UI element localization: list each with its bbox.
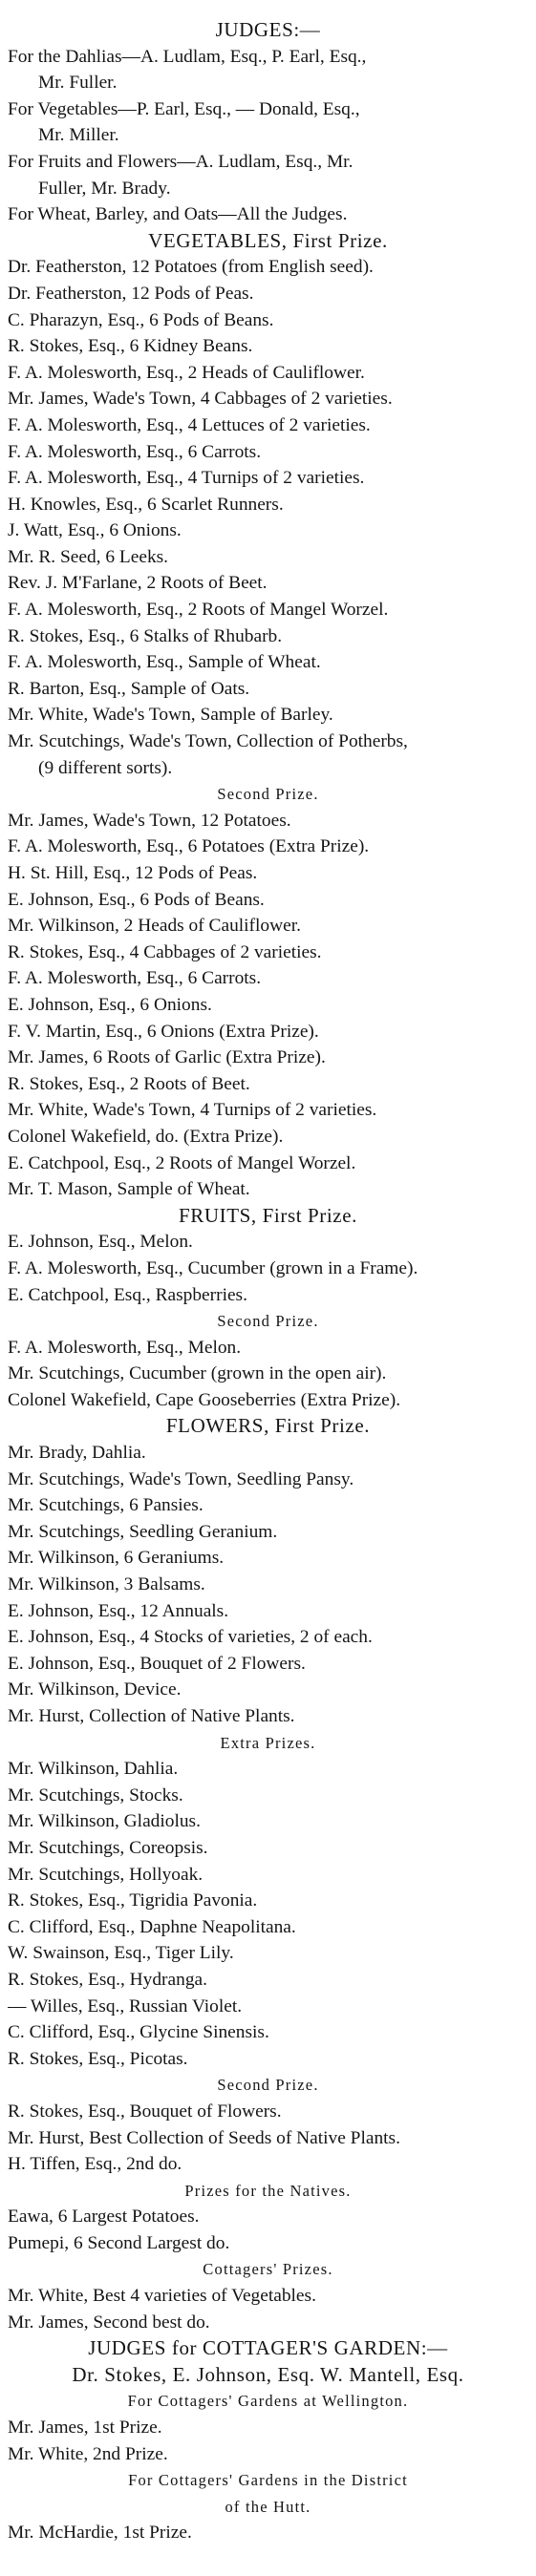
- prize-entry: W. Swainson, Esq., Tiger Lily.: [8, 1943, 234, 1964]
- prize-entry: Mr. Scutchings, Hollyoak.: [8, 1864, 204, 1885]
- subsection-heading: Second Prize.: [217, 785, 319, 804]
- prize-entry: Pumepi, 6 Second Largest do.: [8, 2232, 230, 2253]
- prize-entry: For the Dahlias—A. Ludlam, Esq., P. Earl, Esq.,: [8, 46, 367, 67]
- section-heading: VEGETABLES, First Prize.: [148, 228, 388, 252]
- prize-entry: R. Stokes, Esq., Hydranga.: [8, 1969, 207, 1990]
- prize-entry: R. Stokes, Esq., 4 Cabbages of 2 varieties.: [8, 941, 322, 962]
- prize-entry: F. A. Molesworth, Esq., 4 Lettuces of 2 varieties.: [8, 414, 371, 435]
- prize-entry: E. Catchpool, Esq., 2 Roots of Mangel Worzel.: [8, 1152, 356, 1173]
- prize-entry: F. A. Molesworth, Esq., 6 Carrots.: [8, 968, 262, 989]
- subsection-heading: For Cottagers' Gardens at Wellington.: [127, 2392, 409, 2411]
- prize-entry: R. Stokes, Esq., 6 Kidney Beans.: [8, 336, 253, 357]
- prize-entry: Colonel Wakefield, do. (Extra Prize).: [8, 1126, 284, 1147]
- prize-entry: Dr. Featherston, 12 Potatoes (from English seed).: [8, 257, 374, 278]
- prize-entry: Mr. Scutchings, 6 Pansies.: [8, 1495, 204, 1516]
- prize-entry: Mr. Wilkinson, Dahlia.: [8, 1759, 179, 1780]
- prize-entry: Eawa, 6 Largest Potatoes.: [8, 2206, 200, 2228]
- prize-entry: Mr. Scutchings, Wade's Town, Collection of Potherbs,: [8, 731, 408, 752]
- prize-entry: F. A. Molesworth, Esq., 2 Heads of Cauliflower.: [8, 362, 365, 383]
- prize-entry: Mr. Wilkinson, Gladiolus.: [8, 1811, 201, 1832]
- prize-entry: E. Johnson, Esq., 6 Pods of Beans.: [8, 889, 265, 910]
- section-heading: JUDGES for COTTAGER'S GARDEN:—: [88, 2336, 448, 2360]
- prize-entry: Mr. Scutchings, Wade's Town, Seedling Pansy.: [8, 1468, 354, 1489]
- prize-entry: Mr. Scutchings, Cucumber (grown in the open air).: [8, 1363, 387, 1384]
- prize-entry: Mr. Wilkinson, 3 Balsams.: [8, 1574, 205, 1595]
- subsection-heading: Prizes for the Natives.: [184, 2181, 352, 2200]
- prize-entry: Mr. Scutchings, Seedling Geranium.: [8, 1521, 278, 1542]
- prize-entry: F. A. Molesworth, Esq., 4 Turnips of 2 varieties.: [8, 468, 365, 489]
- subsection-heading: Second Prize.: [217, 2076, 319, 2095]
- prize-entry: E. Johnson, Esq., 4 Stocks of varieties, 2 of each.: [8, 1627, 373, 1648]
- prize-entry: For Fruits and Flowers—A. Ludlam, Esq., Mr.: [8, 151, 354, 172]
- prize-entry: C. Clifford, Esq., Glycine Sinensis.: [8, 2022, 269, 2043]
- prize-entry: F. A. Molesworth, Esq., 6 Carrots.: [8, 441, 262, 462]
- prize-entry: E. Johnson, Esq., 6 Onions.: [8, 994, 212, 1015]
- entry-continuation: Fuller, Mr. Brady.: [38, 178, 171, 199]
- prize-entry: R. Stokes, Esq., 6 Stalks of Rhubarb.: [8, 625, 283, 646]
- prize-entry: F. A. Molesworth, Esq., Melon.: [8, 1337, 242, 1358]
- prize-entry: Mr. Wilkinson, 6 Geraniums.: [8, 1548, 225, 1569]
- prize-entry: Dr. Featherston, 12 Pods of Peas.: [8, 283, 254, 304]
- prize-entry: Mr. R. Seed, 6 Leeks.: [8, 546, 169, 567]
- prize-entry: Mr. T. Mason, Sample of Wheat.: [8, 1179, 250, 1200]
- prize-entry: Mr. James, Wade's Town, 12 Potatoes.: [8, 810, 291, 831]
- prize-entry: F. V. Martin, Esq., 6 Onions (Extra Prize).: [8, 1021, 319, 1042]
- prize-entry: — Willes, Esq., Russian Violet.: [8, 1995, 243, 2016]
- prize-entry: For Vegetables—P. Earl, Esq., — Donald, Esq.,: [8, 98, 360, 119]
- prize-entry: J. Watt, Esq., 6 Onions.: [8, 520, 182, 541]
- prize-entry: C. Pharazyn, Esq., 6 Pods of Beans.: [8, 309, 274, 330]
- prize-entry: Mr. James, Wade's Town, 4 Cabbages of 2 varieties.: [8, 389, 393, 410]
- entry-continuation: (9 different sorts).: [38, 757, 173, 778]
- prize-entry: Mr. White, Wade's Town, Sample of Barley.: [8, 705, 333, 726]
- prize-entry: Mr. Wilkinson, 2 Heads of Cauliflower.: [8, 916, 301, 937]
- prize-entry: Mr. Wilkinson, Device.: [8, 1679, 182, 1700]
- prize-entry: Mr. White, Best 4 varieties of Vegetables.: [8, 2286, 316, 2307]
- section-heading: FRUITS, First Prize.: [178, 1203, 357, 1227]
- prize-entry: F. A. Molesworth, Esq., Sample of Wheat.: [8, 652, 321, 673]
- subsection-heading: Cottagers' Prizes.: [203, 2260, 333, 2279]
- section-heading: Dr. Stokes, E. Johnson, Esq. W. Mantell, Esq.: [72, 2362, 464, 2386]
- prize-entry: F. A. Molesworth, Esq., Cucumber (grown in a Frame).: [8, 1257, 418, 1278]
- prize-entry: H. Tiffen, Esq., 2nd do.: [8, 2154, 182, 2175]
- prize-entry: R. Stokes, Esq., Bouquet of Flowers.: [8, 2101, 282, 2122]
- prize-entry: E. Catchpool, Esq., Raspberries.: [8, 1284, 247, 1305]
- prize-entry: Mr. James, 6 Roots of Garlic (Extra Prize).: [8, 1047, 326, 1068]
- subsection-heading: Second Prize.: [217, 1312, 319, 1331]
- prize-entry: Mr. White, 2nd Prize.: [8, 2443, 168, 2464]
- prize-entry: Mr. McHardie, 1st Prize.: [8, 2523, 192, 2544]
- section-heading: FLOWERS, First Prize.: [165, 1414, 371, 1438]
- subsection-heading: Extra Prizes.: [220, 1733, 316, 1752]
- prize-entry: R. Barton, Esq., Sample of Oats.: [8, 678, 250, 699]
- prize-entry: E. Johnson, Esq., Melon.: [8, 1232, 193, 1253]
- prize-entry: Mr. Brady, Dahlia.: [8, 1443, 146, 1464]
- subsection-heading: of the Hutt.: [225, 2497, 311, 2516]
- section-heading: JUDGES:—: [215, 18, 321, 41]
- prize-entry: E. Johnson, Esq., 12 Annuals.: [8, 1600, 229, 1621]
- prize-entry: H. St. Hill, Esq., 12 Pods of Peas.: [8, 863, 258, 883]
- prize-entry: H. Knowles, Esq., 6 Scarlet Runners.: [8, 494, 284, 515]
- prize-entry: Mr. White, Wade's Town, 4 Turnips of 2 varieties.: [8, 1100, 377, 1121]
- prize-entry: R. Stokes, Esq., Tigridia Pavonia.: [8, 1890, 258, 1911]
- prize-entry: R. Stokes, Esq., Picotas.: [8, 2048, 188, 2069]
- prize-entry: R. Stokes, Esq., 2 Roots of Beet.: [8, 1073, 250, 1094]
- prize-entry: E. Johnson, Esq., Bouquet of 2 Flowers.: [8, 1653, 306, 1674]
- prize-entry: Rev. J. M'Farlane, 2 Roots of Beet.: [8, 573, 268, 594]
- prize-entry: Mr. Hurst, Collection of Native Plants.: [8, 1706, 295, 1726]
- prize-entry: Mr. Scutchings, Coreopsis.: [8, 1837, 208, 1858]
- entry-continuation: Mr. Miller.: [38, 125, 119, 146]
- prize-entry: F. A. Molesworth, Esq., 6 Potatoes (Extra Prize).: [8, 836, 370, 857]
- entry-continuation: Mr. Fuller.: [38, 73, 118, 94]
- prize-entry: Mr. James, Second best do.: [8, 2312, 210, 2333]
- prize-entry: Mr. Scutchings, Stocks.: [8, 1784, 183, 1805]
- prize-entry: For Wheat, Barley, and Oats—All the Judges.: [8, 204, 348, 225]
- prize-entry: Mr. Hurst, Best Collection of Seeds of Native Plants.: [8, 2127, 400, 2148]
- subsection-heading: For Cottagers' Gardens in the District: [128, 2471, 408, 2490]
- prize-entry: F. A. Molesworth, Esq., 2 Roots of Mangel Worzel.: [8, 600, 389, 621]
- prize-entry: Mr. James, 1st Prize.: [8, 2418, 162, 2439]
- prize-entry: C. Clifford, Esq., Daphne Neapolitana.: [8, 1916, 296, 1937]
- prize-entry: Colonel Wakefield, Cape Gooseberries (Extra Prize).: [8, 1389, 401, 1410]
